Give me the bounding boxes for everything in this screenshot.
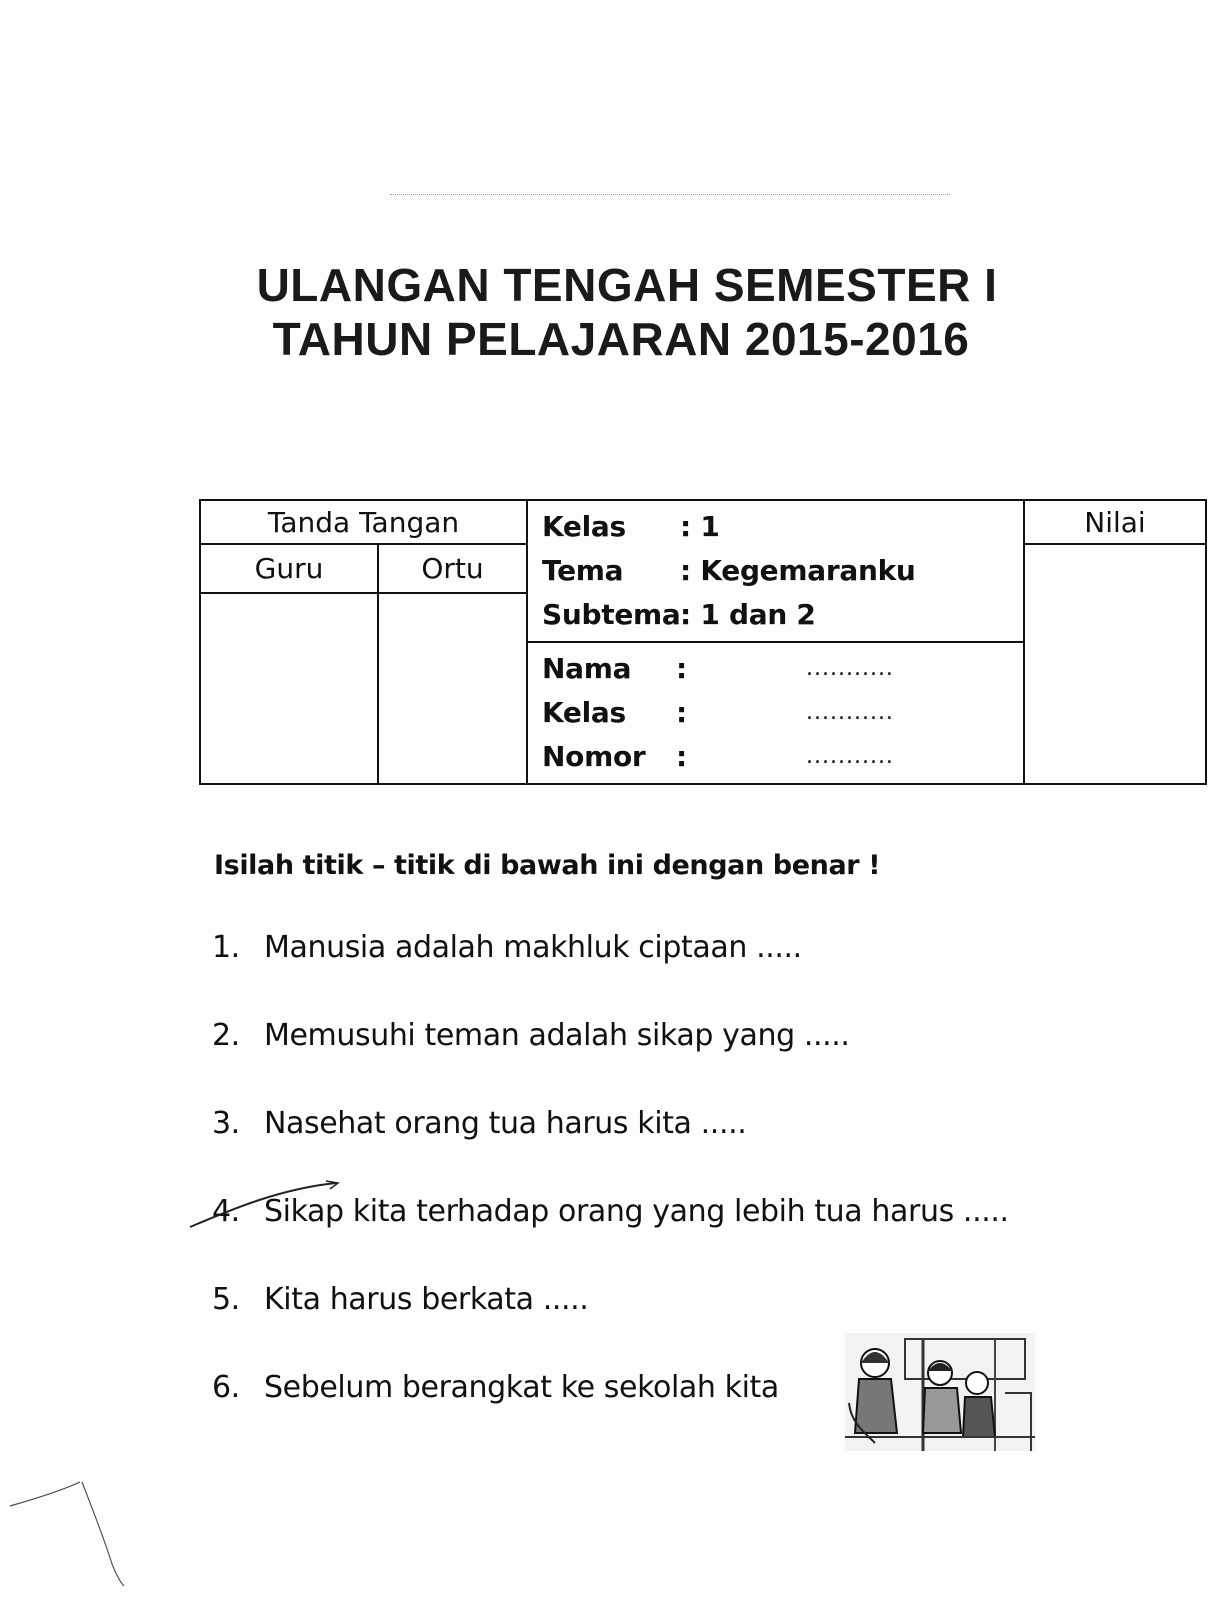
student-number-row: Nomor : ...........	[542, 735, 1011, 779]
student-class-label: Kelas	[542, 696, 626, 729]
subtheme-row	[542, 593, 1011, 637]
question-text: Nasehat orang tua harus kita .....	[264, 1106, 747, 1141]
question-number: 3.	[212, 1106, 240, 1141]
subtheme-label: Subtema	[542, 598, 681, 631]
question-number: 2.	[212, 1018, 240, 1053]
question-number: 4.	[212, 1194, 240, 1229]
class-value: : 1	[680, 510, 720, 543]
theme-value: : Kegemaranku	[680, 554, 916, 587]
teacher-signature-box[interactable]	[200, 593, 378, 784]
student-info-block	[527, 642, 1024, 784]
student-name-row: Nama : ...........	[542, 647, 1011, 691]
question-number: 6.	[212, 1370, 240, 1405]
parent-signature-box[interactable]	[378, 593, 527, 784]
teacher-signature-label: Guru	[200, 544, 378, 593]
student-class-field[interactable]: ...........	[806, 700, 894, 725]
faded-school-address	[390, 194, 950, 205]
question-text: Memusuhi teman adalah sikap yang .....	[264, 1018, 850, 1053]
class-row	[542, 505, 1011, 549]
question-number: 1.	[212, 930, 240, 965]
signature-header: Tanda Tangan	[200, 500, 527, 544]
score-box[interactable]	[1024, 544, 1206, 784]
student-number-label: Nomor	[542, 740, 646, 773]
exam-year: TAHUN PELAJARAN 2015-2016	[272, 313, 970, 365]
student-class-row: Kelas : ...........	[542, 691, 1011, 735]
question-text: Sebelum berangkat ke sekolah kita	[264, 1370, 779, 1405]
exam-info-table	[199, 499, 1207, 785]
student-name-label: Nama	[542, 652, 632, 685]
class-info-block	[527, 500, 1024, 642]
parent-signature-label: Ortu	[378, 544, 527, 593]
handwritten-pen-stroke	[188, 1175, 348, 1235]
subtheme-value: : 1 dan 2	[680, 598, 816, 631]
theme-label: Tema	[542, 554, 624, 587]
class-label: Kelas	[542, 510, 626, 543]
question-item	[212, 1018, 1009, 1106]
student-name-field[interactable]: ...........	[806, 656, 894, 681]
corner-pen-mark	[8, 1478, 128, 1588]
children-illustration	[845, 1333, 1035, 1451]
question-item	[212, 930, 1009, 1018]
instruction-text: Isilah titik – titik di bawah ini dengan benar !	[214, 850, 881, 881]
question-number: 5.	[212, 1282, 240, 1317]
question-text: Kita harus berkata .....	[264, 1282, 589, 1317]
question-text: Manusia adalah makhluk ciptaan .....	[264, 930, 802, 965]
question-text: Sikap kita terhadap orang yang lebih tua harus .....	[264, 1194, 1009, 1229]
student-number-field[interactable]: ...........	[806, 744, 894, 769]
exam-title: ULANGAN TENGAH SEMESTER I	[256, 259, 998, 311]
score-header: Nilai	[1024, 500, 1206, 544]
theme-row	[542, 549, 1011, 593]
